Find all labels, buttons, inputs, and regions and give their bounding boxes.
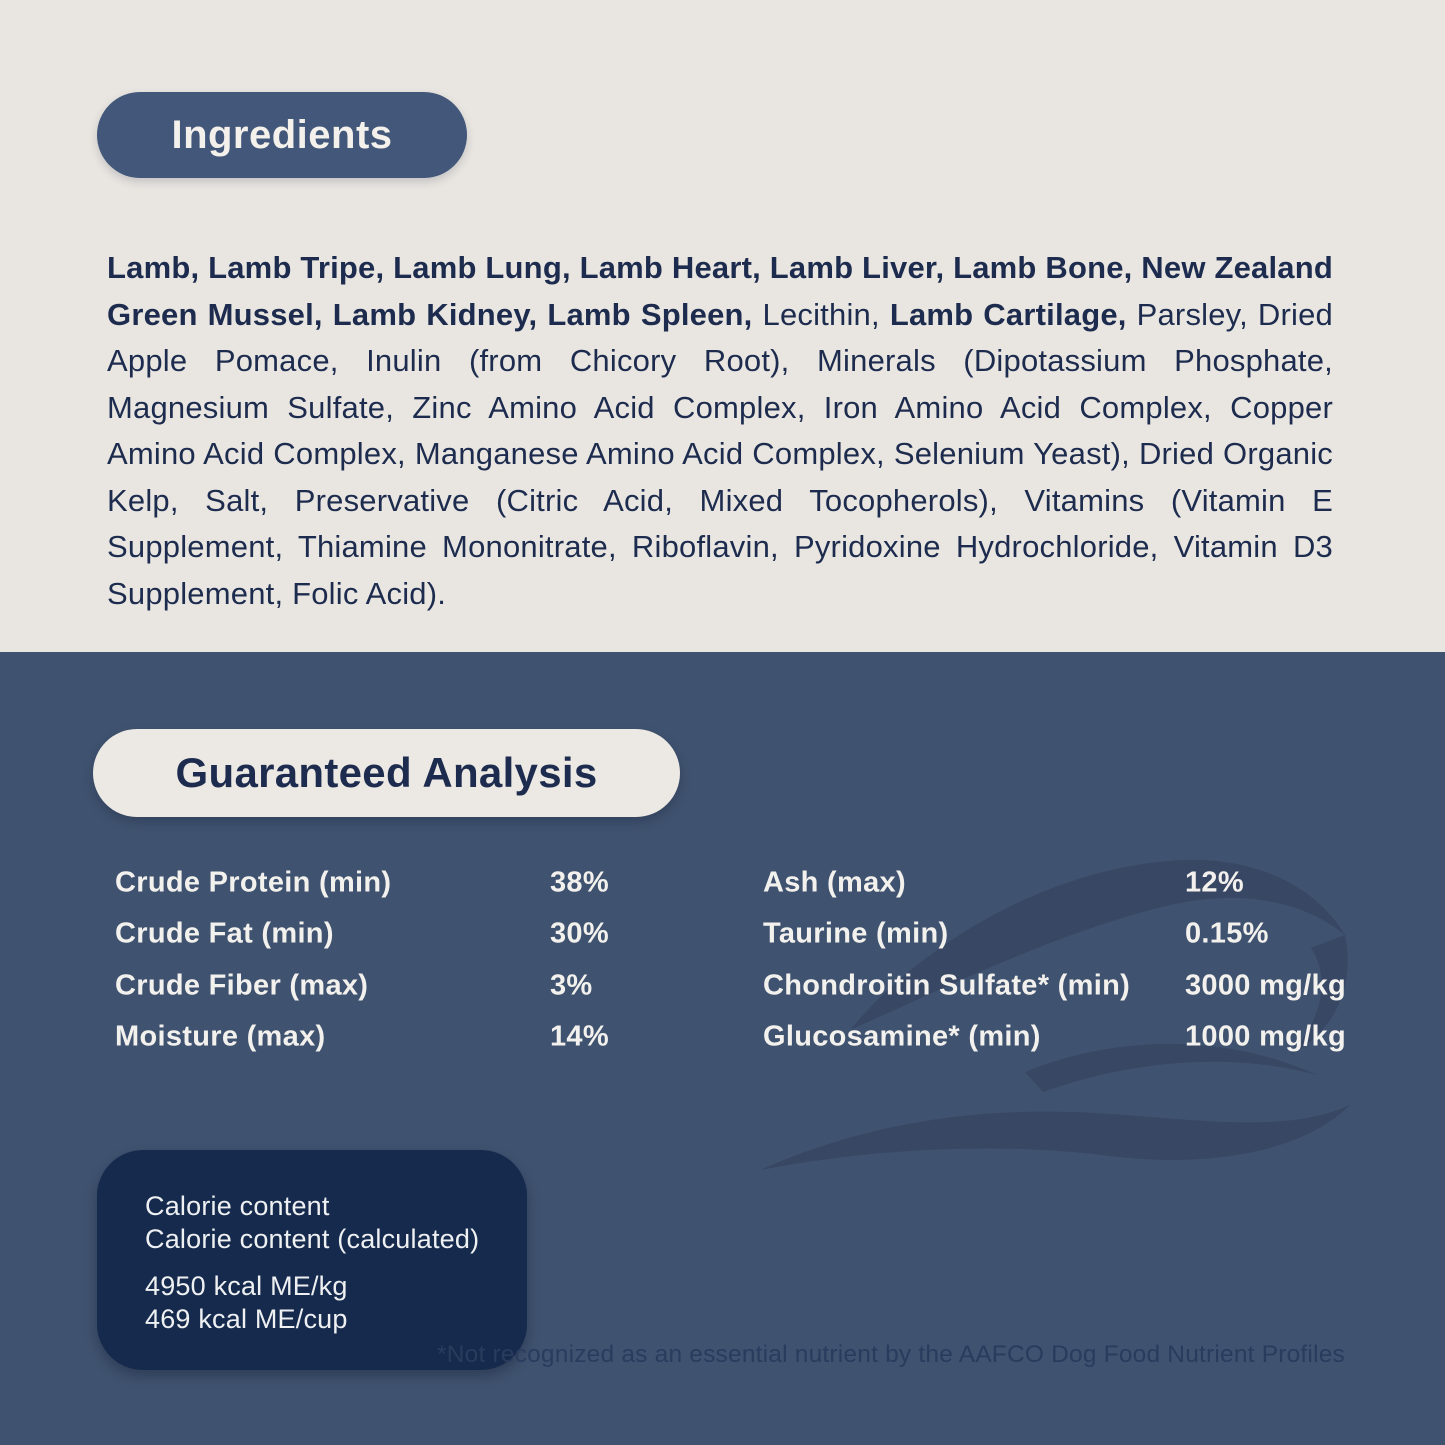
ingredients-section	[0, 0, 1445, 652]
ingredient-segment: Lecithin,	[762, 296, 890, 332]
ingredient-segment: Lamb Cartilage,	[889, 296, 1137, 332]
analysis-label: Crude Fiber (max)	[115, 969, 369, 1002]
analysis-value: 30%	[550, 917, 609, 950]
analysis-right-column	[763, 857, 1363, 1063]
guaranteed-analysis-title: Guaranteed Analysis	[175, 749, 598, 796]
analysis-value: 3%	[550, 969, 593, 1002]
analysis-label: Glucosamine* (min)	[763, 1020, 1041, 1053]
ingredients-title: Ingredients	[171, 112, 393, 157]
analysis-left-column	[115, 857, 715, 1063]
analysis-value: 1000 mg/kg	[1185, 1020, 1346, 1053]
analysis-row	[115, 1012, 715, 1064]
ingredient-segment: Lamb, Lamb Tripe, Lamb Lung, Lamb Heart, Lamb Liver, Lamb Bone, New Zealand Green Mussel, Lamb Kidney, Lamb Spleen,	[107, 250, 1333, 332]
calorie-line: Calorie content	[145, 1191, 330, 1221]
guaranteed-analysis-section	[0, 652, 1445, 1445]
calorie-line: 4950 kcal ME/kg	[145, 1271, 348, 1301]
analysis-row	[763, 1012, 1363, 1064]
calorie-content-box	[97, 1150, 527, 1370]
ingredients-text	[107, 245, 1333, 617]
analysis-value: 14%	[550, 1020, 609, 1053]
aafco-footnote: *Not recognized as an essential nutrient by the AAFCO Dog Food Nutrient Profiles	[437, 1341, 1345, 1368]
guaranteed-analysis-pill	[93, 729, 680, 817]
analysis-label: Ash (max)	[763, 866, 906, 899]
analysis-row	[763, 960, 1363, 1012]
analysis-label: Chondroitin Sulfate* (min)	[763, 969, 1131, 1002]
analysis-row	[763, 909, 1363, 961]
analysis-row	[115, 857, 715, 909]
analysis-label: Crude Fat (min)	[115, 917, 334, 950]
ingredients-pill	[97, 92, 467, 178]
analysis-value: 0.15%	[1185, 917, 1269, 950]
calorie-line: Calorie content (calculated)	[145, 1224, 480, 1254]
analysis-row	[763, 857, 1363, 909]
analysis-row	[115, 909, 715, 961]
analysis-label: Moisture (max)	[115, 1020, 326, 1053]
ingredient-segment: Parsley, Dried Apple Pomace, Inulin (from Chicory Root), Minerals (Dipotassium Phosphate, Magnesium Sulfate, Zinc Amino Acid Complex, Iron Amino Acid Complex, Copper Amino Acid Complex, Manganese Amino Acid Complex, Selenium Yeast), Dried Organic Kelp, Salt, Preservative (Citric Acid, Mixed Tocopherols), Vitamins (Vitamin E Supplement, Thiamine Mononitrate, Riboflavin, Pyridoxine Hydrochloride, Vitamin D3 Supplement, Folic Acid).	[107, 296, 1333, 611]
calorie-line: 469 kcal ME/cup	[145, 1304, 348, 1334]
analysis-row	[115, 960, 715, 1012]
calorie-header-lines	[145, 1190, 527, 1256]
analysis-value: 3000 mg/kg	[1185, 969, 1346, 1002]
analysis-value: 38%	[550, 866, 609, 899]
analysis-label: Crude Protein (min)	[115, 866, 392, 899]
calorie-value-lines	[145, 1270, 527, 1336]
analysis-label: Taurine (min)	[763, 917, 949, 950]
analysis-value: 12%	[1185, 866, 1244, 899]
